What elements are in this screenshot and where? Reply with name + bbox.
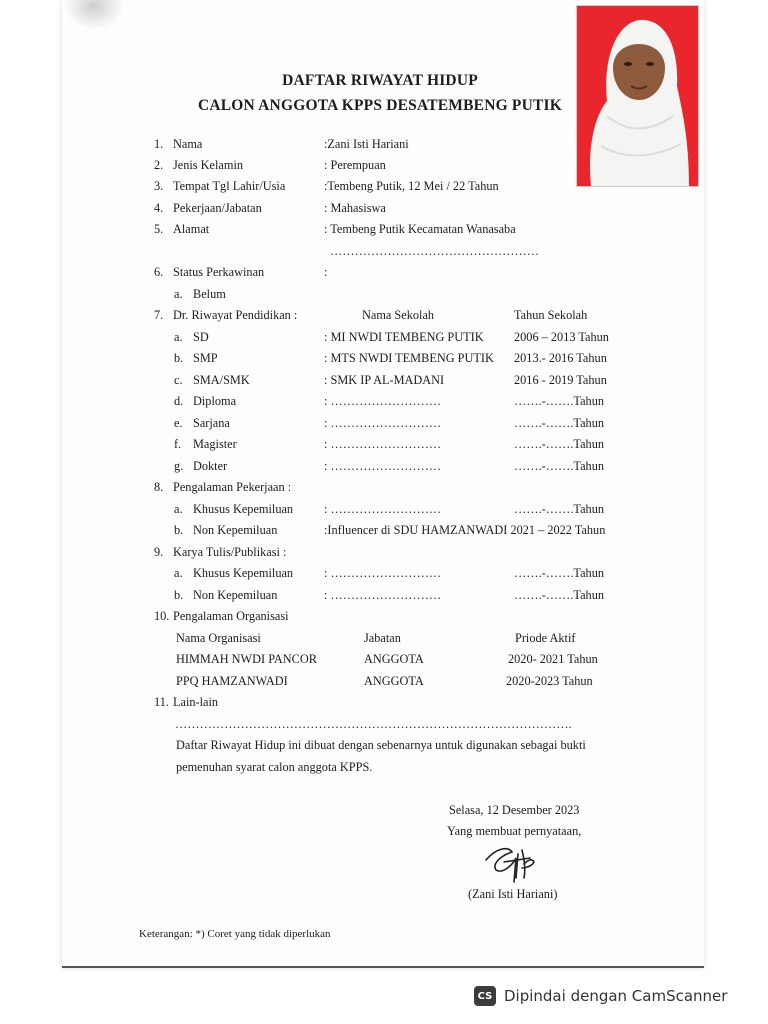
organization-role: ANGGOTA bbox=[364, 652, 424, 666]
biodata-value: : Mahasiswa bbox=[324, 201, 386, 215]
education-school: : SMK IP AL-MADANI bbox=[324, 373, 445, 387]
publication-value: : ……………………… bbox=[324, 566, 442, 580]
document-subtitle: CALON ANGGOTA KPPS DESATEMBENG PUTIK bbox=[197, 97, 563, 114]
biodata-num: 2. bbox=[154, 158, 164, 172]
biodata-label: Pekerjaan/Jabatan bbox=[173, 201, 262, 215]
profile-photo bbox=[576, 5, 699, 187]
section-label: Karya Tulis/Publikasi : bbox=[173, 545, 287, 559]
education-school: : ……………………… bbox=[324, 394, 442, 408]
work-letter: b. bbox=[174, 523, 184, 537]
biodata-value: : Perempuan bbox=[324, 158, 386, 172]
education-level: Magister bbox=[193, 437, 237, 451]
education-level: Sarjana bbox=[193, 416, 230, 430]
biodata-num: 3. bbox=[154, 179, 164, 193]
publication-year: …….-…….Tahun bbox=[514, 588, 604, 602]
scan-smudge bbox=[64, 0, 124, 30]
column-header-role: Jabatan bbox=[364, 631, 401, 645]
education-letter: e. bbox=[174, 416, 183, 430]
biodata-num: 5. bbox=[154, 222, 164, 236]
biodata-label: Nama bbox=[173, 137, 203, 151]
section-label: Dr. Riwayat Pendidikan : bbox=[173, 308, 298, 322]
biodata-value: : Tembeng Putik Kecamatan Wanasaba bbox=[324, 222, 516, 236]
education-school: : ……………………… bbox=[324, 416, 442, 430]
education-level: SD bbox=[193, 330, 209, 344]
biodata-num: 1. bbox=[154, 137, 164, 151]
work-value: :Influencer di SDU HAMZANWADI 2021 – 2022 Tahun bbox=[324, 523, 606, 537]
column-header-organization: Nama Organisasi bbox=[176, 631, 261, 645]
education-school: : MTS NWDI TEMBENG PUTIK bbox=[324, 351, 494, 365]
camscanner-text: Dipindai dengan CamScanner bbox=[504, 987, 728, 1005]
work-label: Khusus Kepemiluan bbox=[193, 502, 294, 516]
education-letter: f. bbox=[174, 437, 182, 451]
organization-period: 2020-2023 Tahun bbox=[506, 674, 593, 688]
education-letter: a. bbox=[174, 330, 183, 344]
footnote: Keterangan: *) Coret yang tidak diperlukan bbox=[139, 928, 331, 940]
publication-letter: b. bbox=[174, 588, 184, 602]
option-text: Belum bbox=[193, 287, 226, 301]
section-label: Pengalaman Pekerjaan : bbox=[173, 480, 292, 494]
section-colon: : bbox=[324, 265, 328, 279]
organization-role: ANGGOTA bbox=[364, 674, 424, 688]
education-school: : ……………………… bbox=[324, 437, 442, 451]
camscanner-watermark bbox=[474, 983, 727, 1009]
biodata-label: Tempat Tgl Lahir/Usia bbox=[173, 179, 286, 193]
education-year: 2006 – 2013 Tahun bbox=[514, 330, 609, 344]
section-label: Status Perkawinan bbox=[173, 265, 265, 279]
section-num: 8. bbox=[154, 480, 164, 494]
work-value: : ……………………… bbox=[324, 502, 442, 516]
document-title: DAFTAR RIWAYAT HIDUP bbox=[282, 72, 478, 89]
education-year: …….-…….Tahun bbox=[514, 437, 604, 451]
section-num: 6. bbox=[154, 265, 164, 279]
signature-name: (Zani Isti Hariani) bbox=[468, 887, 558, 901]
signature-maker: Yang membuat pernyataan, bbox=[447, 824, 582, 838]
option-letter: a. bbox=[174, 287, 183, 301]
education-school: : MI NWDI TEMBENG PUTIK bbox=[324, 330, 484, 344]
education-letter: c. bbox=[174, 373, 183, 387]
signature-date: Selasa, 12 Desember 2023 bbox=[449, 803, 580, 817]
education-letter: d. bbox=[174, 394, 184, 408]
work-label: Non Kepemiluan bbox=[193, 523, 278, 537]
section-num: 7. bbox=[154, 308, 164, 322]
section-num: 11. bbox=[154, 695, 169, 709]
biodata-label: Jenis Kelamin bbox=[173, 158, 244, 172]
work-year: …….-…….Tahun bbox=[514, 502, 604, 516]
education-level: Diploma bbox=[193, 394, 237, 408]
education-year: …….-…….Tahun bbox=[514, 416, 604, 430]
column-header-period: Priode Aktif bbox=[515, 631, 576, 645]
organization-name: HIMMAH NWDI PANCOR bbox=[176, 652, 317, 666]
education-letter: g. bbox=[174, 459, 184, 473]
organization-period: 2020- 2021 Tahun bbox=[508, 652, 598, 666]
education-level: SMA/SMK bbox=[193, 373, 250, 387]
paper-edge bbox=[62, 966, 704, 968]
education-level: SMP bbox=[193, 351, 218, 365]
education-year: 2013.- 2016 Tahun bbox=[514, 351, 607, 365]
section-label: Pengalaman Organisasi bbox=[173, 609, 289, 623]
biodata-label: Alamat bbox=[173, 222, 210, 236]
publication-label: Non Kepemiluan bbox=[193, 588, 278, 602]
statement-line-1: Daftar Riwayat Hidup ini dibuat dengan sebenarnya untuk digunakan sebagai bukti bbox=[176, 738, 586, 752]
education-letter: b. bbox=[174, 351, 184, 365]
education-year: …….-…….Tahun bbox=[514, 459, 604, 473]
section-num: 9. bbox=[154, 545, 164, 559]
publication-label: Khusus Kepemiluan bbox=[193, 566, 294, 580]
statement-line-2: pemenuhan syarat calon anggota KPPS. bbox=[176, 760, 373, 774]
column-header-year: Tahun Sekolah bbox=[514, 308, 588, 322]
work-letter: a. bbox=[174, 502, 183, 516]
education-level: Dokter bbox=[193, 459, 228, 473]
biodata-num: 4. bbox=[154, 201, 164, 215]
address-continuation-dots: …………………………………………… bbox=[330, 244, 540, 258]
section-num: 10. bbox=[154, 609, 170, 623]
other-dots: ……………………………………………………………………………………. bbox=[175, 717, 572, 731]
camscanner-logo-icon: CS bbox=[474, 986, 496, 1006]
education-school: : ……………………… bbox=[324, 459, 442, 473]
publication-letter: a. bbox=[174, 566, 183, 580]
organization-name: PPQ HAMZANWADI bbox=[176, 674, 288, 688]
biodata-value: :Tembeng Putik, 12 Mei / 22 Tahun bbox=[324, 179, 499, 193]
education-year: …….-…….Tahun bbox=[514, 394, 604, 408]
education-year: 2016 - 2019 Tahun bbox=[514, 373, 607, 387]
section-label: Lain-lain bbox=[173, 695, 219, 709]
column-header-school: Nama Sekolah bbox=[362, 308, 435, 322]
biodata-value: :Zani Isti Hariani bbox=[324, 137, 409, 151]
publication-year: …….-…….Tahun bbox=[514, 566, 604, 580]
publication-value: : ……………………… bbox=[324, 588, 442, 602]
